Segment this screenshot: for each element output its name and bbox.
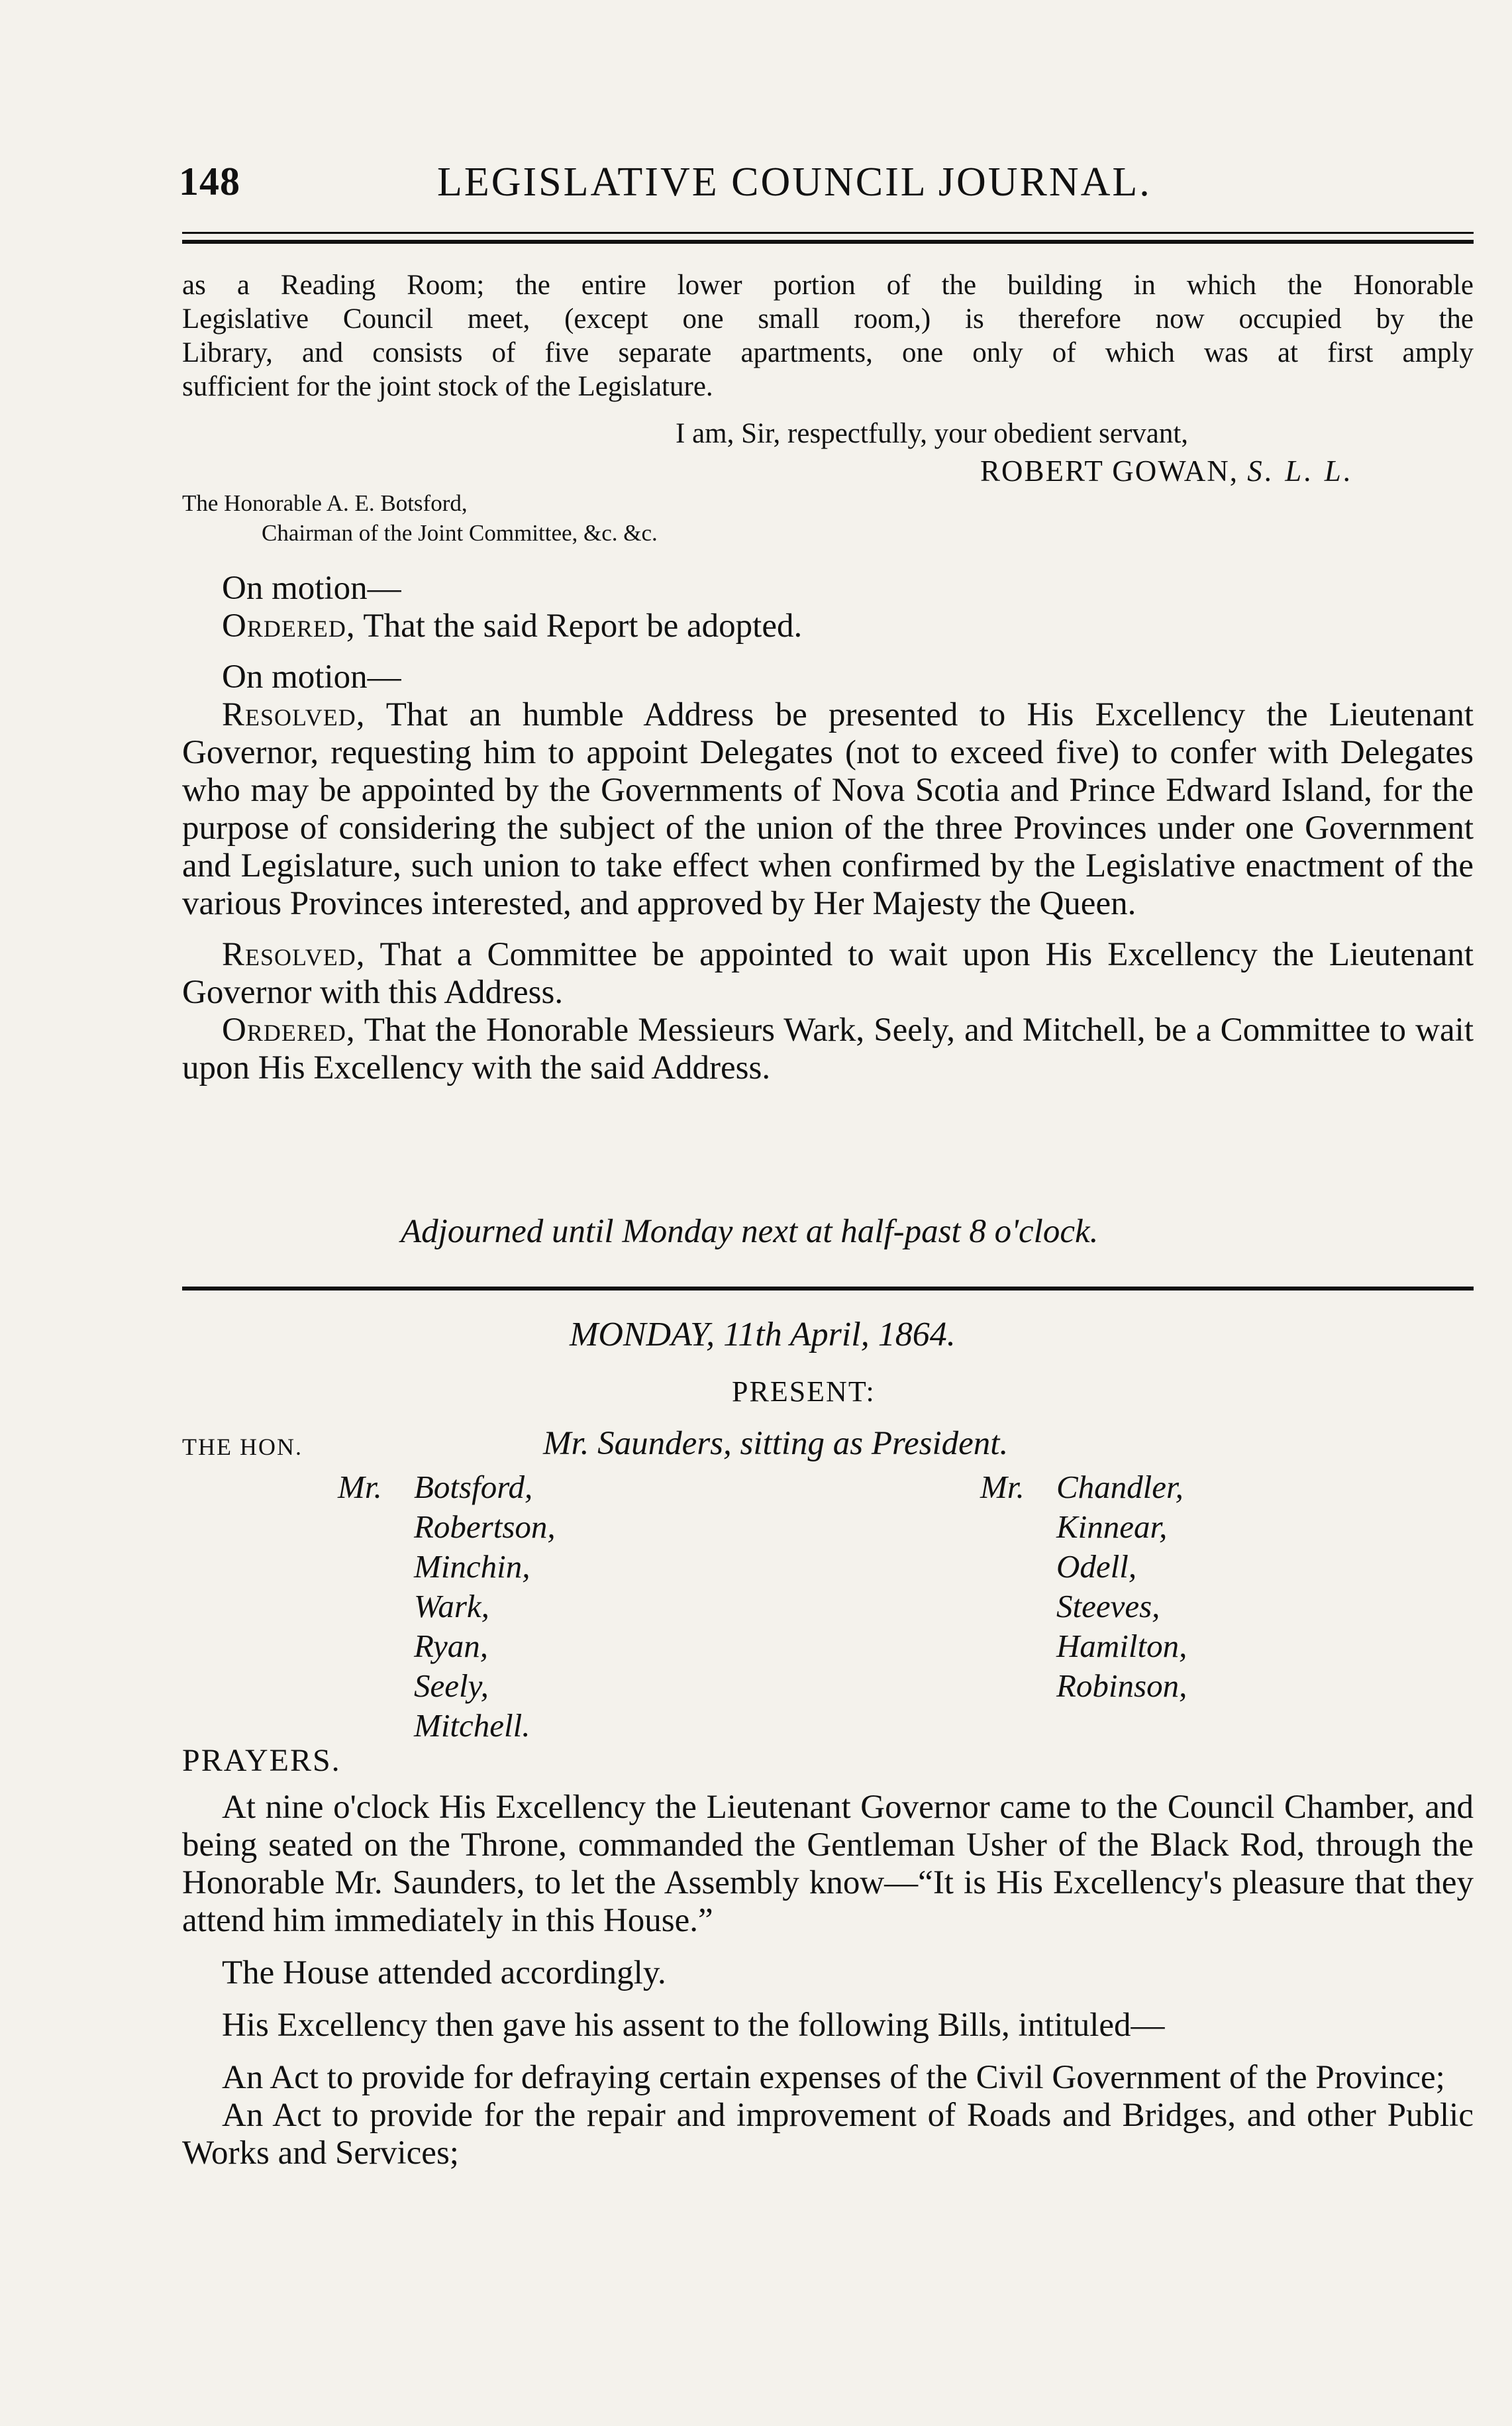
running-title: LEGISLATIVE COUNCIL JOURNAL. — [437, 160, 1152, 205]
addressee-line-1: The Honorable A. E. Botsford, — [182, 490, 468, 516]
member-name: Wark, — [414, 1588, 489, 1624]
page-header — [179, 159, 1477, 212]
session-paragraph: His Excellency then gave his assent to the following Bills, intituled— — [222, 2007, 1165, 2044]
member-name: Steeves, — [1056, 1588, 1160, 1624]
bill-title: An Act to provide for defraying certain expenses of the Civil Government of the Province; — [222, 2059, 1445, 2096]
member-name: Mr. Botsford, — [338, 1467, 556, 1507]
resolved-paragraph — [182, 696, 1474, 923]
member-name: Hamilton, — [1056, 1628, 1187, 1664]
adjournment-line: Adjourned until Monday next at half-past 8 o'clock. — [401, 1213, 1099, 1250]
member-name: Mr. Chandler, — [980, 1467, 1187, 1507]
motion-line: On motion— — [222, 659, 401, 696]
signature-title: S. L. L. — [1247, 454, 1354, 488]
proceedings — [182, 570, 1474, 1087]
session-body — [182, 1789, 1474, 2172]
addressee-line-2: Chairman of the Joint Committee, &c. &c. — [262, 520, 658, 546]
member-name: Mitchell. — [414, 1707, 530, 1744]
session-paragraph: The House attended accordingly. — [222, 1954, 666, 1991]
bill-title: An Act to provide for the repair and improvement of Roads and Bridges, and other Public Works and Services; — [182, 2097, 1474, 2172]
member-name: Odell, — [1056, 1548, 1137, 1585]
ordered-paragraph — [182, 607, 1474, 645]
ordered-text: That the said Report be adopted. — [355, 607, 803, 645]
ordered-label: Ordered, — [222, 1012, 356, 1049]
letter-closing: I am, Sir, respectfully, your obedient servant, — [676, 418, 1189, 449]
signature-name: ROBERT GOWAN, — [980, 454, 1238, 488]
member-name: Seely, — [414, 1667, 489, 1704]
presiding-member: Mr. Saunders, sitting as President. — [543, 1425, 1009, 1462]
ordered-paragraph — [182, 1012, 1474, 1087]
motion-line: On motion— — [222, 570, 401, 607]
page-number: 148 — [179, 160, 240, 203]
resolved-paragraph — [182, 936, 1474, 1012]
letter-body — [182, 268, 1474, 403]
header-rule-thick — [182, 240, 1474, 244]
ordered-text: That the Honorable Messieurs Wark, Seely, and Mitchell, be a Committee to wait upon His Excellency with the said Address. — [182, 1012, 1474, 1086]
prayers-heading: PRAYERS. — [182, 1743, 341, 1778]
session-paragraph: At nine o'clock His Excellency the Lieutenant Governor came to the Council Chamber, and being seated on the Throne, commanded the Gentleman Usher of the Black Rod, through the Honorable Mr. Saunders, to let the Assembly know—“It is His Excellency's pleasure that they attend him immediately in this House.” — [182, 1789, 1474, 1939]
resolved-text: That an humble Address be presented to His Excellency the Lieutenant Governor, requesting him to appoint Delegates (not to exceed five) to confer with Delegates who may be appointed by the Governments of Nova Scotia and Prince Edward Island, for the purpose of considering the subject of the union of the three Provinces under one Government and Legislature, such union to take effect when confirmed by the Legislative enactment of the various Provinces interested, and approved by Her Majesty the Queen. — [182, 696, 1474, 922]
letter-line: Library, and consists of five separate apartments, one only of which was at first amply — [182, 337, 1474, 368]
members-right-column — [980, 1467, 1187, 1706]
session-day: MONDAY, — [570, 1316, 715, 1353]
resolved-text: That a Committee be appointed to wait upon His Excellency the Lieutenant Governor with this Address. — [182, 936, 1474, 1011]
the-hon-label: THE HON. — [182, 1434, 303, 1460]
member-name: Kinnear, — [1056, 1508, 1168, 1545]
members-left-column — [338, 1467, 556, 1746]
mr-label: Mr. — [980, 1469, 1025, 1505]
mr-label: Mr. — [338, 1469, 382, 1505]
resolved-label: Resolved, — [222, 936, 366, 973]
member-name: Robinson, — [1056, 1667, 1187, 1704]
letter-line: sufficient for the joint stock of the Legislature. — [182, 371, 713, 402]
present-heading: PRESENT: — [732, 1375, 876, 1408]
member-name: Minchin, — [414, 1548, 530, 1585]
letter-line: Legislative Council meet, (except one small room,) is therefore now occupied by the — [182, 303, 1474, 335]
resolved-label: Resolved, — [222, 696, 366, 733]
session-date-text: 11th April, 1864. — [723, 1316, 956, 1353]
session-date — [570, 1315, 956, 1354]
section-rule — [182, 1287, 1474, 1291]
ordered-label: Ordered, — [222, 607, 356, 645]
letter-line: as a Reading Room; the entire lower portion of the building in which the Honorable — [182, 270, 1474, 301]
member-name: Robertson, — [414, 1508, 556, 1545]
header-rule-thin — [182, 232, 1474, 234]
member-name: Ryan, — [414, 1628, 489, 1664]
signature — [980, 454, 1354, 488]
